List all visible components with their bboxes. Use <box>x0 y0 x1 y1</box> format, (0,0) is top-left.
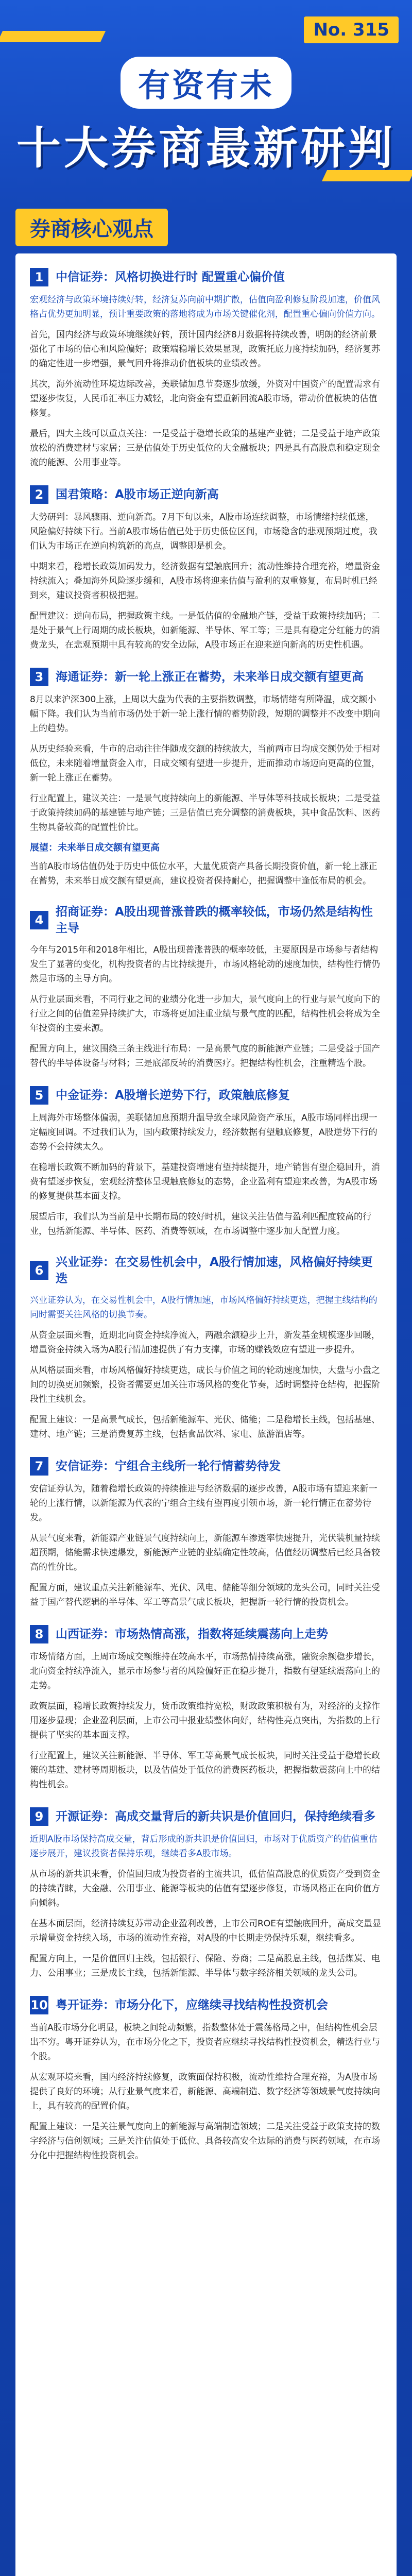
item-paragraph: 从市场的新共识来看，价值回归成为投资者的主流共识，低估值高股息的优质资产受到资金的持续青睐，大金融、公用事业、能源等板块的估值有望逐步修复，市场风格正在向价值方向倾斜。 <box>30 1869 380 1908</box>
section-header <box>15 209 168 246</box>
broker-item <box>30 1807 382 1980</box>
content-panel <box>15 253 397 2576</box>
item-highlight: 近期A股市场保持高成交量，背后形成的新共识是价值回归，市场对于优质资产的估值重估逐步展开，建议投资者保持乐观，继续看多A股市场。 <box>30 1834 377 1859</box>
item-header <box>30 668 382 686</box>
item-paragraph: 行业配置上，建议关注：一是景气度持续向上的新能源、半导体等科技成长板块；二是受益于政策持续加码的基建链与地产链；三是估值已充分调整的消费板块，其中食品饮料、医药生物具备较高的配置性价比。 <box>30 793 380 833</box>
broker-item <box>30 1254 382 1442</box>
item-header <box>30 1625 382 1643</box>
item-paragraph: 展望后市，我们认为当前是中长期布局的较好时机，建议关注估值与盈利匹配度较高的行业，包括新能源、半导体、医药、消费等领域，在市场调整中逐步加大配置力度。 <box>30 1212 371 1236</box>
item-number: 1 <box>30 268 48 286</box>
item-title: 兴业证券：在交易性机会中，A股行情加速，风格偏好持续更迭 <box>56 1256 373 1285</box>
item-paragraph: 上周海外市场整体偏弱，美联储加息预期升温导致全球风险资产承压，A股市场同样出现一定幅度回调。不过我们认为，国内政策持续发力，经济数据有望触底修复，A股逆势下行的态势不会持续太久。 <box>30 1113 377 1152</box>
item-paragraph: 最后，四大主线可以重点关注：一是受益于稳增长政策的基建产业链；二是受益于地产政策放松的消费建材与家居；三是估值处于历史低位的大金融板块；四是具有高股息和稳定现金流的能源、公用事业等。 <box>30 429 380 468</box>
item-paragraph: 在稳增长政策不断加码的背景下，基建投资增速有望持续提升，地产销售有望企稳回升，消费有望逐步恢复，宏观经济整体呈现触底修复的态势，企业盈利有望迎来改善，为A股市场的修复提供基本面支撑。 <box>30 1162 380 1201</box>
item-paragraph: 当前A股市场分化明显，板块之间轮动频繁，指数整体处于震荡格局之中，但结构性机会层出不穷。粤开证券认为，在市场分化之下，投资者应继续寻找结构性投资机会，精选行业与个股。 <box>30 2023 380 2062</box>
item-title: 中信证券：风格切换进行时 配置重心偏价值 <box>56 270 285 284</box>
item-number: 3 <box>30 668 48 686</box>
item-highlight: 宏观经济与政策环境持续好转，经济复苏向前中期扩散，估值向盈利修复阶段加速，价值风格占优势更加明显，预计重要政策的落地将成为市场关键催化剂，配置重心偏向价值方向。 <box>30 295 380 319</box>
item-header <box>30 1996 382 2014</box>
item-paragraph: 首先，国内经济与政策环境继续好转，预计国内经济8月数据将持续改善，明朗的经济前景强化了市场的信心和风险偏好；政策端稳增长效果显现，政策托底力度持续加码，经济复苏的确定性进一步增强，景气回升将推动价值板块的业绩改善。 <box>30 330 380 369</box>
broker-item <box>30 268 382 470</box>
item-number: 10 <box>30 1996 48 2014</box>
item-paragraph: 配置建议：逆向布局，把握政策主线。一是低估值的金融地产链，受益于政策持续加码；二是处于景气上行周期的成长板块，如新能源、半导体、军工等；三是具有稳定分红能力的消费龙头，在悲观预期中具有较高的安全边际，A股市场正在迎来逆向新高的历史性机遇。 <box>30 611 380 650</box>
item-header <box>30 1807 382 1826</box>
item-number: 4 <box>30 911 48 929</box>
item-number: 5 <box>30 1086 48 1105</box>
item-number: 9 <box>30 1807 48 1826</box>
issue-badge: No. 315 <box>304 16 399 43</box>
item-paragraph: 配置上建议：一是关注景气度向上的新能源与高端制造领域；二是关注受益于政策支持的数字经济与信创领域；三是关注估值处于低位、具备较高安全边际的消费与医药领域，在市场分化中把握结构性投资机会。 <box>30 2122 380 2161</box>
item-header <box>30 904 382 937</box>
item-title: 中金证券：A股增长逆势下行，政策触底修复 <box>56 1089 290 1102</box>
item-highlight: 兴业证券认为，在交易性机会中，A股行情加速，市场风格偏好持续更迭，把握主线结构的同时需要关注风格的切换节奏。 <box>30 1295 377 1320</box>
broker-item <box>30 1086 382 1239</box>
item-subheading: 展望：未来举日成交额有望更高 <box>30 842 160 853</box>
item-paragraph: 从景气度来看，新能源产业链景气度持续向上，新能源车渗透率快速提升，光伏装机量持续超预期，储能需求快速爆发，新能源产业链的业绩确定性较高，估值经历调整后已经具备较高的性价比。 <box>30 1533 380 1572</box>
item-paragraph: 配置方向上，建议围绕三条主线进行布局：一是高景气度的新能源产业链；二是受益于国产替代的半导体设备与材料；三是底部反转的消费医疗。把握结构性机会，注重精选个股。 <box>30 1044 380 1069</box>
item-title: 山西证券：市场热情高涨，指数将延续震荡向上走势 <box>56 1628 328 1641</box>
item-number: 7 <box>30 1457 48 1476</box>
broker-item <box>30 485 382 652</box>
item-paragraph: 市场情绪方面，上周市场成交额维持在较高水平，市场热情持续高涨，融资余额稳步增长，北向资金持续净流入，显示市场参与者的风险偏好正在稳步提升，指数有望延续震荡向上的走势。 <box>30 1652 380 1691</box>
item-number: 8 <box>30 1625 48 1643</box>
header <box>0 0 412 216</box>
broker-item <box>30 1457 382 1609</box>
item-title: 粤开证券：市场分化下，应继续寻找结构性投资机会 <box>56 1998 328 2012</box>
item-paragraph: 大势研判：暴风骤雨、逆向新高。7月下旬以来，A股市场连续调整，市场情绪持续低迷，风险偏好持续下行。当前A股市场估值已处于历史低位区间，市场隐含的悲观预期过度，我们认为市场正在逆向构筑新的高点，调整即是机会。 <box>30 512 377 551</box>
subtitle: 有资有未 <box>121 57 291 109</box>
item-paragraph: 在基本面层面，经济持续复苏带动企业盈利改善，上市公司ROE有望触底回升，高成交量显示增量资金持续入场，市场的流动性充裕，对A股的中长期走势保持乐观，继续看多。 <box>30 1919 381 1943</box>
broker-item <box>30 1996 382 2163</box>
item-paragraph: 行业配置上，建议关注新能源、半导体、军工等高景气成长板块，同时关注受益于稳增长政策的基建、建材等周期板块，以及估值处于低位的消费医药板块，把握指数震荡向上中的结构性机会。 <box>30 1751 380 1790</box>
item-title: 海通证券：新一轮上涨正在蓄势，未来举日成交额有望更高 <box>56 670 364 684</box>
item-paragraph: 配置上建议：一是高景气成长，包括新能源车、光伏、储能；二是稳增长主线，包括基建、建材、地产链；三是消费复苏主线，包括食品饮料、家电、旅游酒店等。 <box>30 1415 380 1439</box>
item-title: 安信证券：宁组合主线所一轮行情蓄势待发 <box>56 1460 281 1473</box>
subtitle-wrap <box>0 57 412 109</box>
item-header <box>30 485 382 504</box>
item-paragraph: 其次，海外流动性环境边际改善，美联储加息节奏逐步放缓，外资对中国资产的配置需求有望逐步恢复，人民币汇率压力减轻，北向资金有望重新回流A股市场，带动价值板块的估值修复。 <box>30 379 380 418</box>
item-title: 开源证券：高成交量背后的新共识是价值回归，保持绝续看多 <box>56 1810 375 1823</box>
item-header <box>30 1254 382 1287</box>
item-paragraph: 安信证券认为，随着稳增长政策的持续推进与经济数据的逐步改善，A股市场有望迎来新一轮的上涨行情，以新能源为代表的宁组合主线有望再度引领市场，新一轮行情正在蓄势待发。 <box>30 1484 377 1523</box>
item-paragraph: 从风格层面来看，市场风格偏好持续更迭，成长与价值之间的轮动速度加快，大盘与小盘之间的切换更加频繁，投资者需要更加关注市场风格的变化节奏，适时调整持仓结构，把握阶段性主线机会。 <box>30 1365 380 1404</box>
item-number: 2 <box>30 485 48 504</box>
item-paragraph: 今年与2015年和2018年相比，A股出现普涨普跌的概率较低，主要原因是市场参与者结构发生了显著的变化，机构投资者的占比持续提升，市场风格轮动的速度加快，结构性行情仍然是市场的主导方向。 <box>30 945 380 984</box>
page-title: 十大券商最新研判 <box>16 123 396 174</box>
item-paragraph: 配置方向上，一是价值回归主线，包括银行、保险、券商；二是高股息主线，包括煤炭、电力、公用事业；三是成长主线，包括新能源、半导体与数字经济相关领域的龙头公司。 <box>30 1954 380 1978</box>
broker-item <box>30 668 382 888</box>
broker-item <box>30 1625 382 1792</box>
item-paragraph: 政策层面，稳增长政策持续发力，货币政策维持宽松，财政政策积极有为，对经济的支撑作用逐步显现；企业盈利层面，上市公司中报业绩整体向好，结构性亮点突出，为指数的上行提供了坚实的基本面支撑。 <box>30 1701 380 1740</box>
item-header <box>30 1086 382 1105</box>
item-header <box>30 268 382 286</box>
section-title: 券商核心观点 <box>15 209 168 246</box>
item-number: 6 <box>30 1261 48 1280</box>
item-paragraph: 从行业层面来看，不同行业之间的业绩分化进一步加大，景气度向上的行业与景气度向下的行业之间的估值差异持续扩大，市场将更加注重业绩与景气度的匹配，结构性机会将成为全年投资的主要来源。 <box>30 994 380 1033</box>
item-paragraph: 从历史经验来看，牛市的启动往往伴随成交额的持续放大，当前两市日均成交额仍处于相对低位，未来随着增量资金入市，日成交额有望进一步提升，进而推动市场迈向更高的位置，新一轮上涨正在蓄势。 <box>30 744 380 783</box>
item-header <box>30 1457 382 1476</box>
item-paragraph: 从资金层面来看，近期北向资金持续净流入，两融余额稳步上升，新发基金规模逐步回暖，增量资金持续入场为A股行情加速提供了有力支撑，市场的赚钱效应有望进一步提升。 <box>30 1330 380 1355</box>
item-paragraph: 8月以来沪深300上涨，上周以大盘为代表的主要指数调整，市场情绪有所降温，成交额小幅下降。我们认为当前市场仍处于新一轮上涨行情的蓄势阶段，短期的调整并不改变中期向上的趋势。 <box>30 694 380 734</box>
decor-stripe-left <box>0 31 106 42</box>
item-title: 国君策略：A股市场正逆向新高 <box>56 488 219 501</box>
broker-item <box>30 904 382 1071</box>
item-paragraph: 从宏观环境来看，国内经济持续修复，政策面保持积极，流动性维持合理充裕，为A股市场提供了良好的环境；从行业景气度来看，新能源、高端制造、数字经济等领域景气度持续向上，具有较高的配置价值。 <box>30 2072 380 2111</box>
items-list <box>15 253 397 2163</box>
item-paragraph: 配置方面，建议重点关注新能源车、光伏、风电、储能等细分领域的龙头公司，同时关注受益于国产替代逻辑的半导体、军工等高景气成长板块，把握新一轮行情的投资机会。 <box>30 1583 380 1607</box>
item-paragraph: 中期来看，稳增长政策加码发力，经济数据有望触底回升；流动性维持合理充裕，增量资金持续流入；叠加海外风险逐步缓和，A股市场将迎来估值与盈利的双重修复，布局时机已经到来，建议投资者积极把握。 <box>30 562 380 601</box>
item-title: 招商证券：A股出现普涨普跌的概率较低，市场仍然是结构性主导 <box>56 905 373 935</box>
item-paragraph: 当前A股市场估值仍处于历史中低位水平，大量优质资产具备长期投资价值，新一轮上涨正在蓄势，未来举日成交额有望更高，建议投资者保持耐心，把握调整中逢低布局的机会。 <box>30 861 377 886</box>
